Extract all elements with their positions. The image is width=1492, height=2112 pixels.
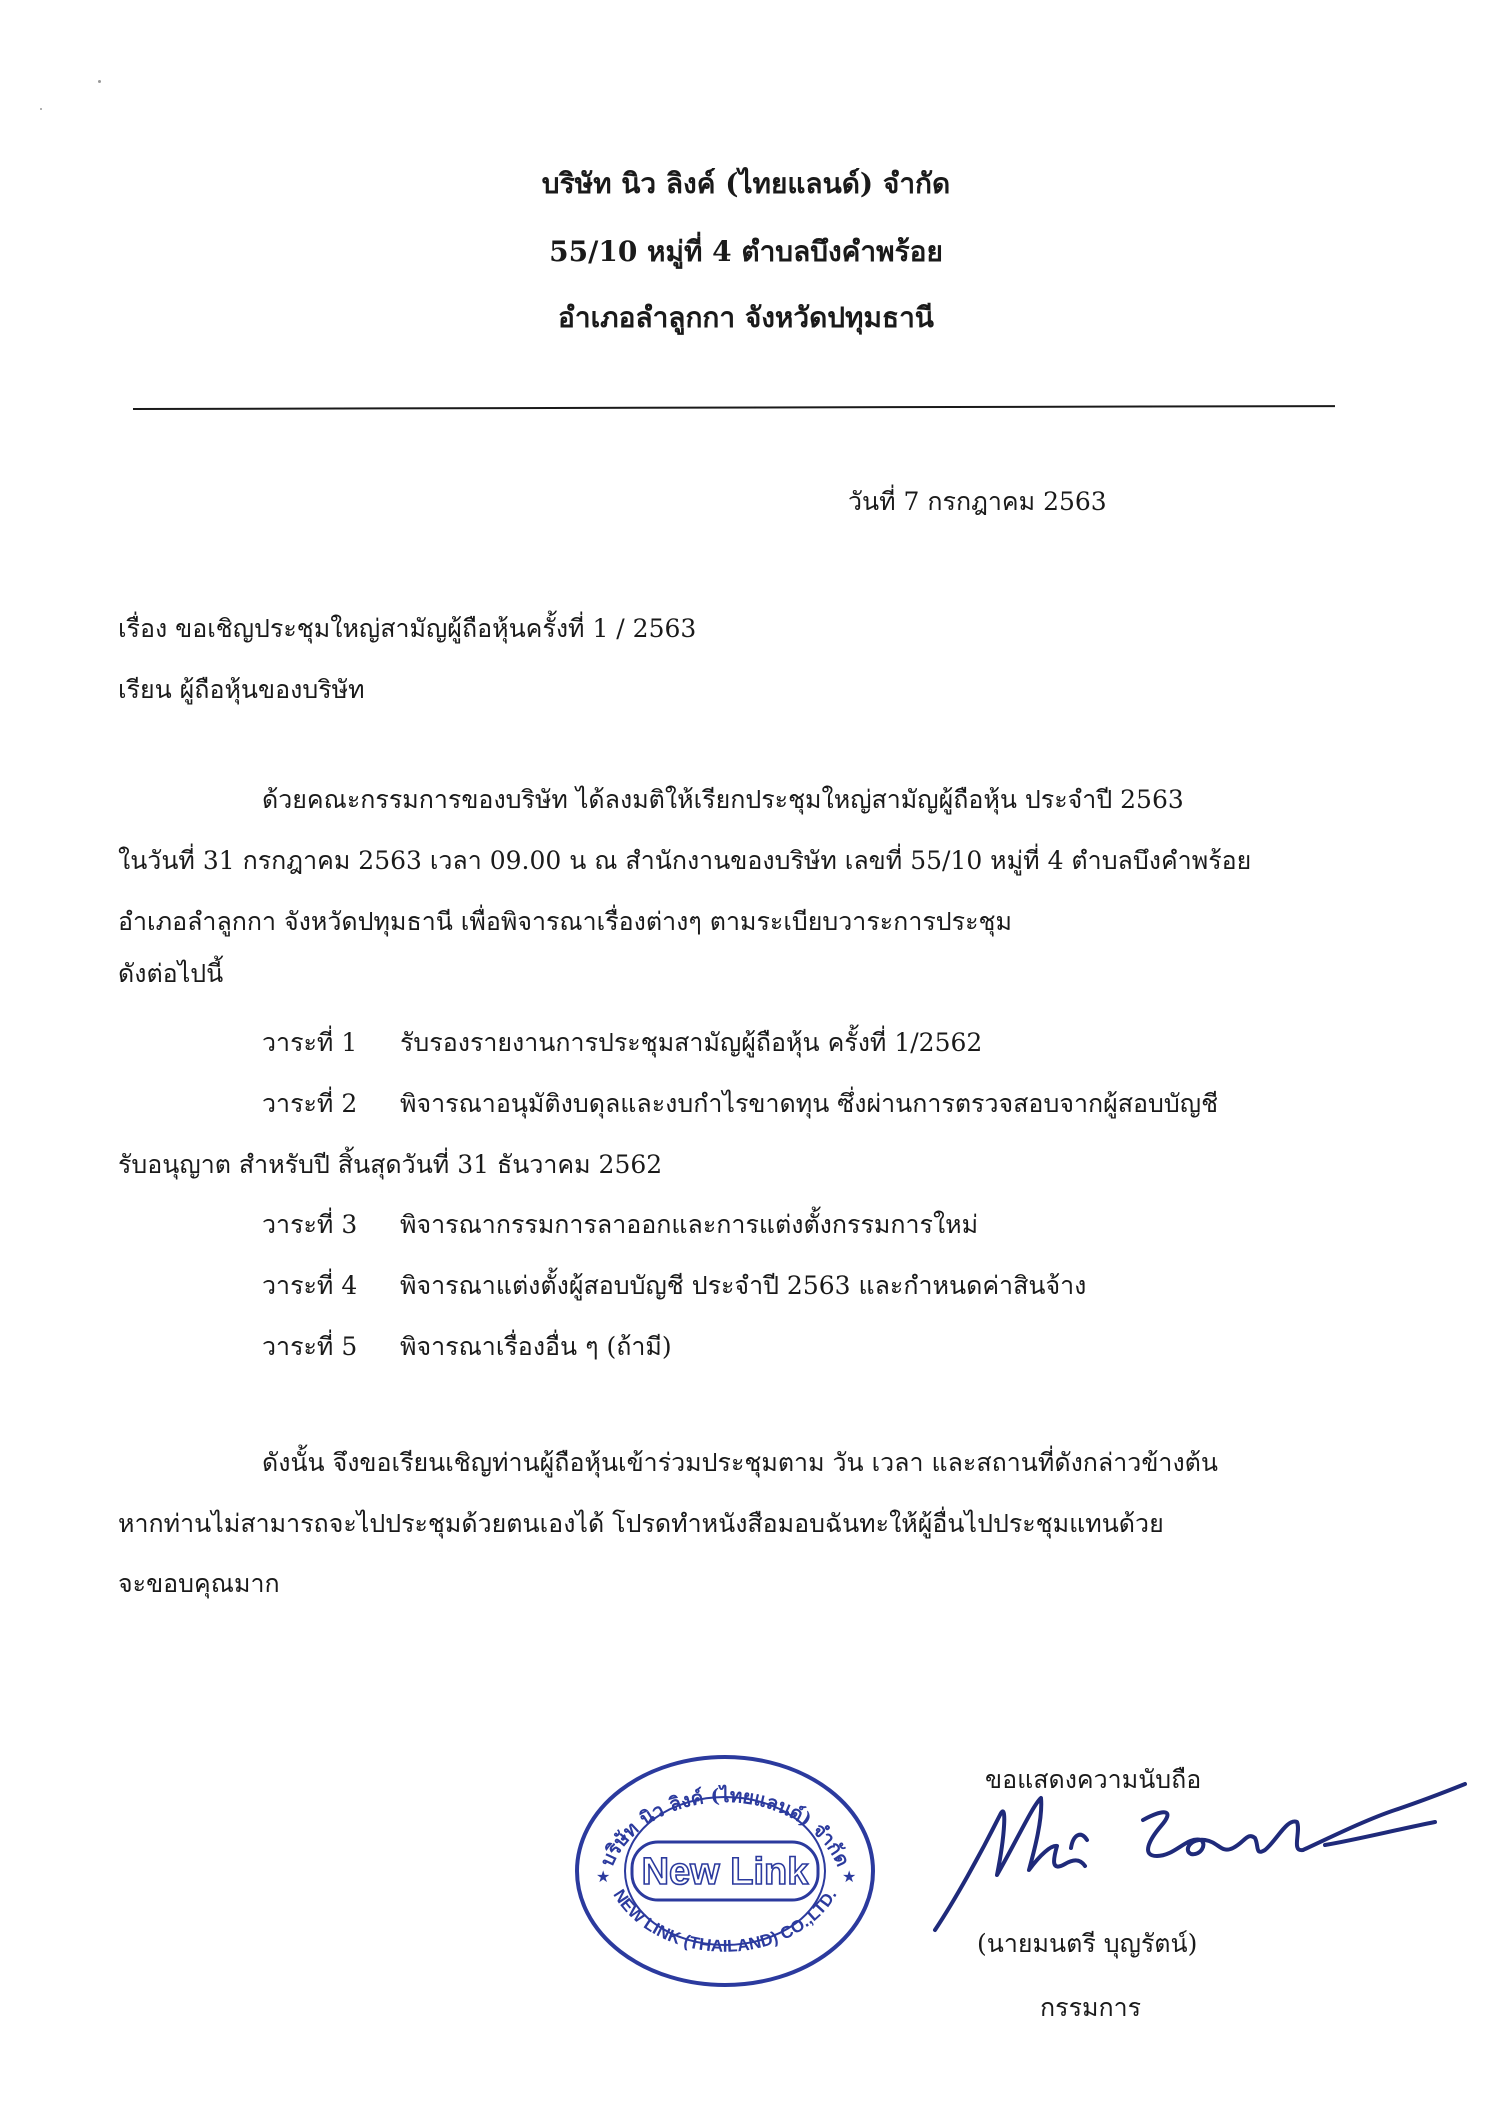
agenda-label: วาระที่ 1	[262, 1028, 358, 1057]
body-paragraph-line: ด้วยคณะกรรมการของบริษัท ได้ลงมติให้เรียกประชุมใหญ่สามัญผู้ถือหุ้น ประจำปี 2563	[262, 785, 1184, 814]
agenda-text: พิจารณากรรมการลาออกและการแต่งตั้งกรรมการใหม่	[400, 1210, 979, 1239]
agenda-text: พิจารณาแต่งตั้งผู้สอบบัญชี ประจำปี 2563 และกำหนดค่าสินจ้าง	[400, 1271, 1087, 1300]
agenda-text: พิจารณาเรื่องอื่น ๆ (ถ้ามี)	[400, 1332, 672, 1361]
seal-thai-text: บริษัท นิว ลิงค์ (ไทยแลนด์) จำกัด	[596, 1784, 854, 1870]
agenda-label: วาระที่ 3	[262, 1210, 358, 1239]
scan-speck	[40, 108, 42, 110]
agenda-text: พิจารณาอนุมัติงบดุลและงบกำไรขาดทุน ซึ่งผ่านการตรวจสอบจากผู้สอบบัญชี	[400, 1089, 1219, 1118]
seal-logo-text: New Link	[641, 1851, 809, 1893]
signatory-title: กรรมการ	[1040, 1993, 1142, 2022]
company-address-line2: อำเภอลำลูกกา จังหวัดปทุมธานี	[558, 301, 934, 334]
closing-line: หากท่านไม่สามารถจะไปประชุมด้วยตนเองได้ โปรดทำหนังสือมอบฉันทะให้ผู้อื่นไปประชุมแทนด้วย	[118, 1509, 1164, 1538]
signature-regards: ขอแสดงความนับถือ	[985, 1765, 1202, 1794]
letter-date: วันที่ 7 กรกฎาคม 2563	[848, 487, 1107, 516]
letter-recipient: เรียน ผู้ถือหุ้นของบริษัท	[118, 675, 365, 704]
agenda-text: รับรองรายงานการประชุมสามัญผู้ถือหุ้น ครั้งที่ 1/2562	[400, 1028, 983, 1057]
agenda-label: วาระที่ 2	[262, 1089, 358, 1118]
closing-line: ดังนั้น จึงขอเรียนเชิญท่านผู้ถือหุ้นเข้าร่วมประชุมตาม วัน เวลา และสถานที่ดังกล่าวข้างต้น	[262, 1448, 1218, 1477]
scan-speck	[98, 80, 101, 83]
closing-line: จะขอบคุณมาก	[118, 1569, 280, 1598]
letter-subject: เรื่อง ขอเชิญประชุมใหญ่สามัญผู้ถือหุ้นครั้งที่ 1 / 2563	[118, 614, 697, 643]
body-paragraph-line: ในวันที่ 31 กรกฎาคม 2563 เวลา 09.00 น ณ สำนักงานของบริษัท เลขที่ 55/10 หมู่ที่ 4 ตำบลบึงคำพร้อย	[118, 846, 1252, 875]
company-seal-stamp	[570, 1750, 880, 1992]
signatory-name: (นายมนตรี บุญรัตน์)	[977, 1929, 1198, 1958]
seal-star-icon: ★	[842, 1867, 857, 1886]
seal-english-text: NEW LINK (THAILAND) CO.,LTD.	[609, 1885, 841, 1956]
company-address-line1: 55/10 หมู่ที่ 4 ตำบลบึงคำพร้อย	[549, 235, 943, 268]
company-name: บริษัท นิว ลิงค์ (ไทยแลนด์) จำกัด	[541, 167, 951, 200]
body-paragraph-line: ดังต่อไปนี้	[118, 959, 224, 988]
body-paragraph-line: อำเภอลำลูกกา จังหวัดปทุมธานี เพื่อพิจารณาเรื่องต่างๆ ตามระเบียบวาระการประชุม	[118, 907, 1012, 936]
agenda-label: วาระที่ 4	[262, 1271, 358, 1300]
header-divider	[133, 405, 1335, 410]
handwritten-signature	[925, 1760, 1470, 1935]
agenda-continuation: รับอนุญาต สำหรับปี สิ้นสุดวันที่ 31 ธันวาคม 2562	[118, 1150, 663, 1179]
agenda-label: วาระที่ 5	[262, 1332, 358, 1361]
seal-star-icon: ★	[596, 1867, 611, 1886]
